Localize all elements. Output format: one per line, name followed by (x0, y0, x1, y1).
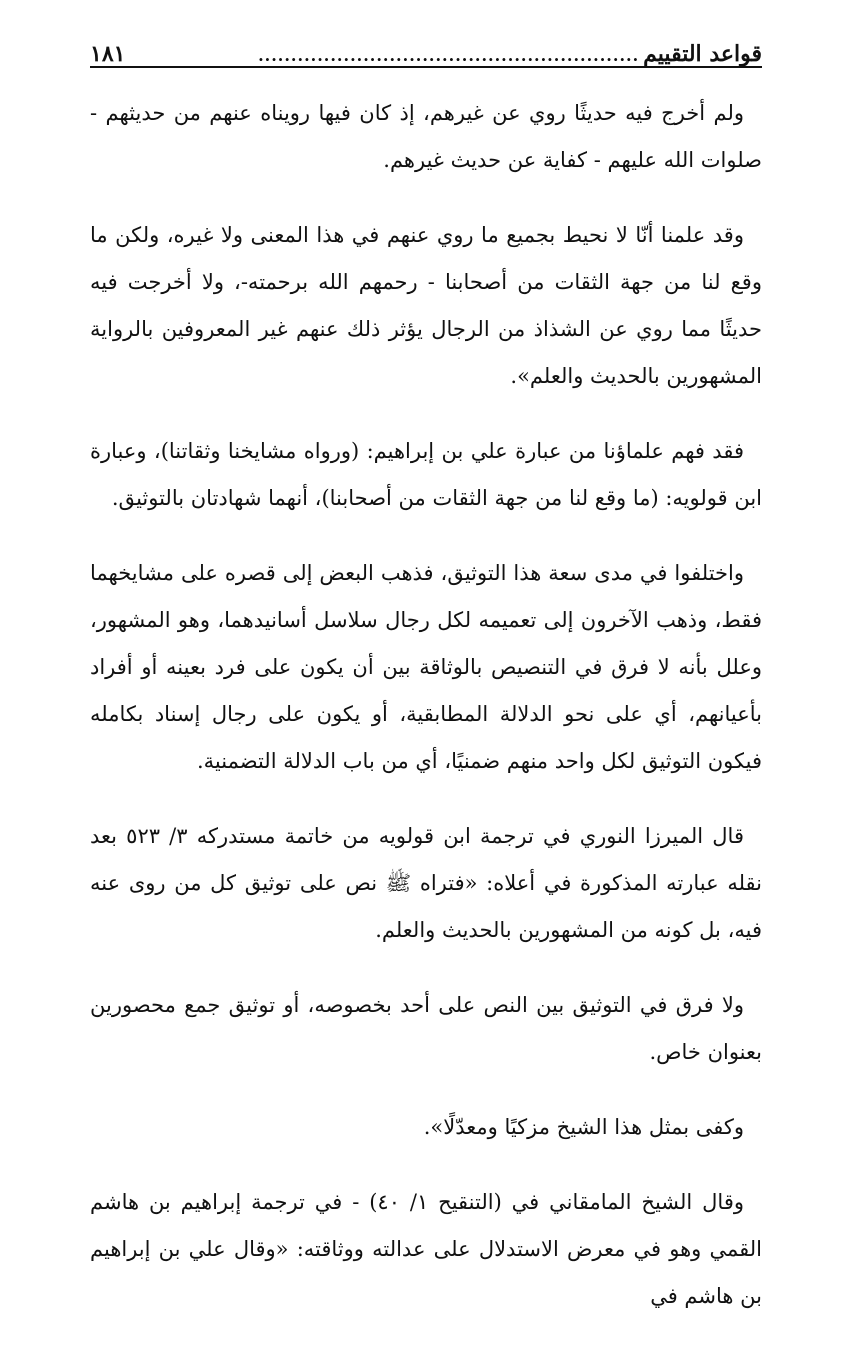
running-title: قواعد التقييم (643, 41, 762, 67)
paragraph: ولا فرق في التوثيق بين النص على أحد بخصوصه، أو توثيق جمع محصورين بعنوان خاص. (90, 993, 762, 1064)
paragraph: وقال الشيخ المامقاني في (التنقيح ١/ ٤٠) - في ترجمة إبراهيم بن هاشم القمي وهو في معرض الاستدلال على عدالته ووثاقته: «وقال علي بن إبراهيم بن هاشم في (90, 1190, 762, 1308)
paragraph: ولم أخرج فيه حديثًا روي عن غيرهم، إذ كان فيها رويناه عنهم من حديثهم - صلوات الله عليهم - كفاية عن حديث غيرهم. (90, 101, 762, 172)
paragraph: وكفى بمثل هذا الشيخ مزكيًا ومعدّلًا». (423, 1115, 744, 1139)
paragraph: واختلفوا في مدى سعة هذا التوثيق، فذهب البعض إلى قصره على مشايخهما فقط، وذهب الآخرون إلى تعميمه لكل رجال سلاسل أسانيدهما، وهو المشهور، وعلل بأنه لا فرق في التنصيص بالوثاقة بين أن يكون على فرد بعينه أو أفراد بأعيانهم، أي على نحو الدلالة المطابقية، أو يكون على رجال إسناد بكامله فيكون التوثيق لكل واحد منهم ضمنيًا، أي من باب الدلالة التضمنية. (90, 561, 762, 773)
paragraph: فقد فهم علماؤنا من عبارة علي بن إبراهيم: (ورواه مشايخنا وثقاتنا)، وعبارة ابن قولويه: (ما وقع لنا من جهة الثقات من أصحابنا)، أنهما شهادتان بالتوثيق. (90, 439, 762, 510)
page-number: ١٨١ (90, 41, 126, 67)
paragraph: قال الميرزا النوري في ترجمة ابن قولويه من خاتمة مستدركه ٣/ ٥٢٣ بعد نقله عبارته المذكورة في أعلاه: «فتراه ﷺ نص على توثيق كل من روى عنه فيه، بل كونه من المشهورين بالحديث والعلم. (90, 824, 762, 942)
running-header (90, 32, 762, 68)
paragraph: وقد علمنا أنّا لا نحيط بجميع ما روي عنهم في هذا المعنى ولا غيره، ولكن ما وقع لنا من جهة الثقات من أصحابنا - رحمهم الله برحمته-، ولا أخرجت فيه حديثًا مما روي عن الشذاذ من الرجال يؤثر ذلك عنهم غير المعروفين بالرواية المشهورين بالحديث والعلم». (90, 223, 762, 388)
body-text (90, 90, 762, 1348)
header-rule (90, 66, 762, 68)
leader-dots: .......................................................... (258, 48, 640, 64)
